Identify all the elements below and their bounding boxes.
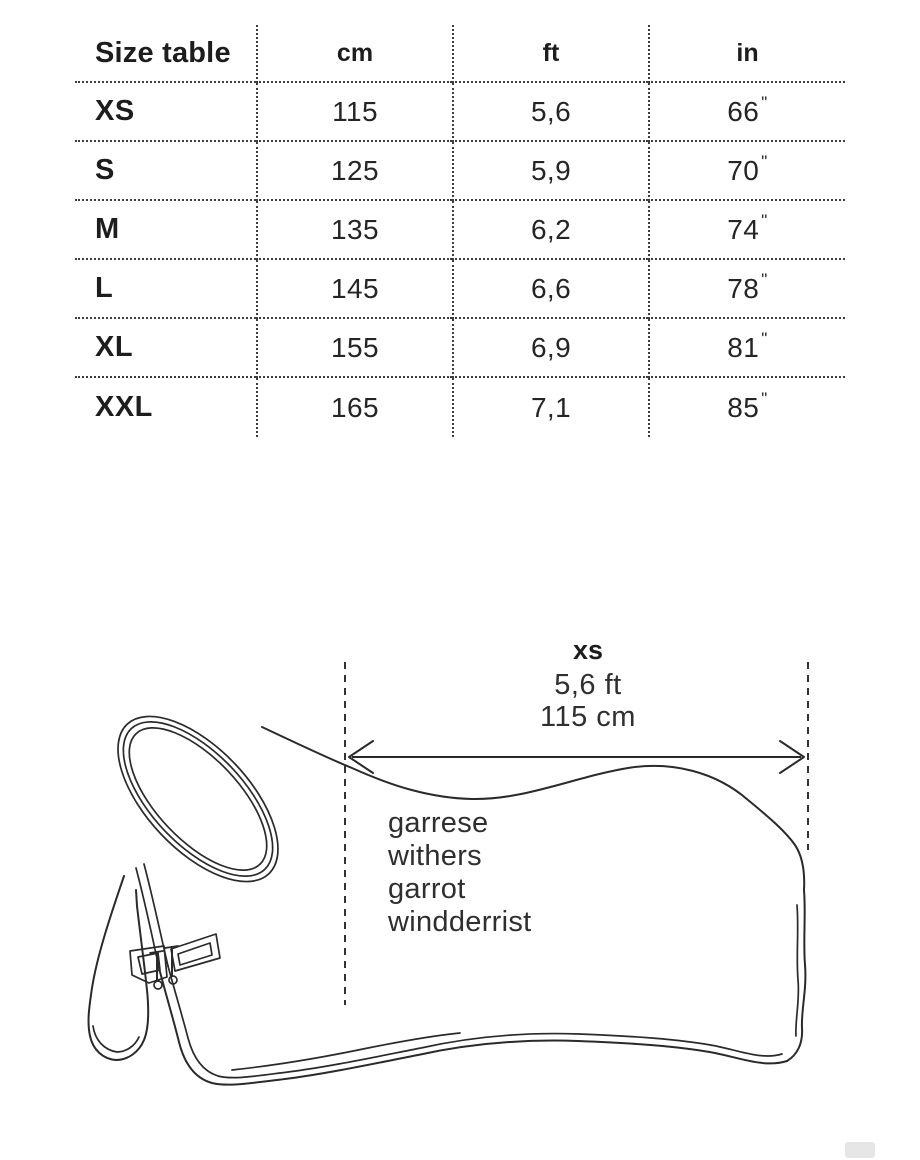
inch-mark: " [761,328,768,348]
dimension-ft-label: 5,6 ft [554,669,622,701]
width-arrow [349,741,804,773]
dimension-cm-label: 115 cm [540,701,636,733]
size-label-xxl: XXL [95,391,153,423]
hem-inner-line [168,966,782,1078]
cm-value-xl: 155 [256,319,452,378]
in-number: 74 [727,213,760,245]
ft-value-xxl: 7,1 [452,378,648,437]
leg-flap-line [89,876,149,1060]
inch-mark: " [761,269,768,289]
column-header-ft: ft [452,25,648,83]
in-value-xl [648,319,845,378]
size-label-l: L [75,260,256,319]
ft-value-xl: 6,9 [452,319,648,378]
cm-value-s: 125 [256,142,452,201]
clip-bar-left-icon [150,951,163,953]
tail-edge-inner-line [796,905,799,1036]
size-label-m: M [75,201,256,260]
leg-flap-inner-line [93,1026,139,1052]
inch-mark: " [761,210,768,230]
size-label-s: S [75,142,256,201]
withers-term-de: windderrist [388,906,532,938]
ft-value-l: 6,6 [452,260,648,319]
in-number: 85 [727,391,760,423]
in-number: 81 [727,331,760,363]
in-number: 78 [727,272,760,304]
cm-value-xxl: 165 [256,378,452,437]
in-number: 70 [727,154,760,186]
collar-outer-line [90,689,306,909]
neck-opening [90,689,306,909]
size-table-title: Size table [75,25,256,83]
in-value-xxl [648,378,845,437]
cm-value-l: 145 [256,260,452,319]
measurement-diagram [0,600,920,1160]
horse-blanket-drawing [0,600,920,1160]
in-value-l [648,260,845,319]
inch-mark: " [761,388,768,408]
cm-value-xs: 115 [256,83,452,142]
withers-labels [387,807,532,938]
ft-value-s: 5,9 [452,142,648,201]
size-label-xl: XL [75,319,256,378]
in-value-m [648,201,845,260]
withers-term-en: withers [388,840,482,872]
in-value-xs [648,83,845,142]
inch-mark: " [761,151,768,171]
collar-mid-line [98,697,298,901]
in-number: 66 [727,95,760,127]
clip-ring-left-icon [154,981,162,989]
ft-value-m: 6,2 [452,201,648,260]
top-edge-line [262,727,804,890]
inch-mark: " [761,92,768,112]
dimension-size-label: xs [572,635,604,665]
withers-term-fr: garrot [388,873,466,905]
withers-term-it: garrese [388,807,489,839]
cm-value-m: 135 [256,201,452,260]
size-table [75,25,845,437]
column-header-cm: cm [256,25,452,83]
size-label-xs: XS [75,83,256,142]
ft-value-xs: 5,6 [452,83,648,142]
column-header-in: in [648,25,845,83]
in-value-s [648,142,845,201]
hem-binding-line [232,1033,460,1070]
right-strap [171,934,220,971]
corner-watermark [845,1142,875,1158]
